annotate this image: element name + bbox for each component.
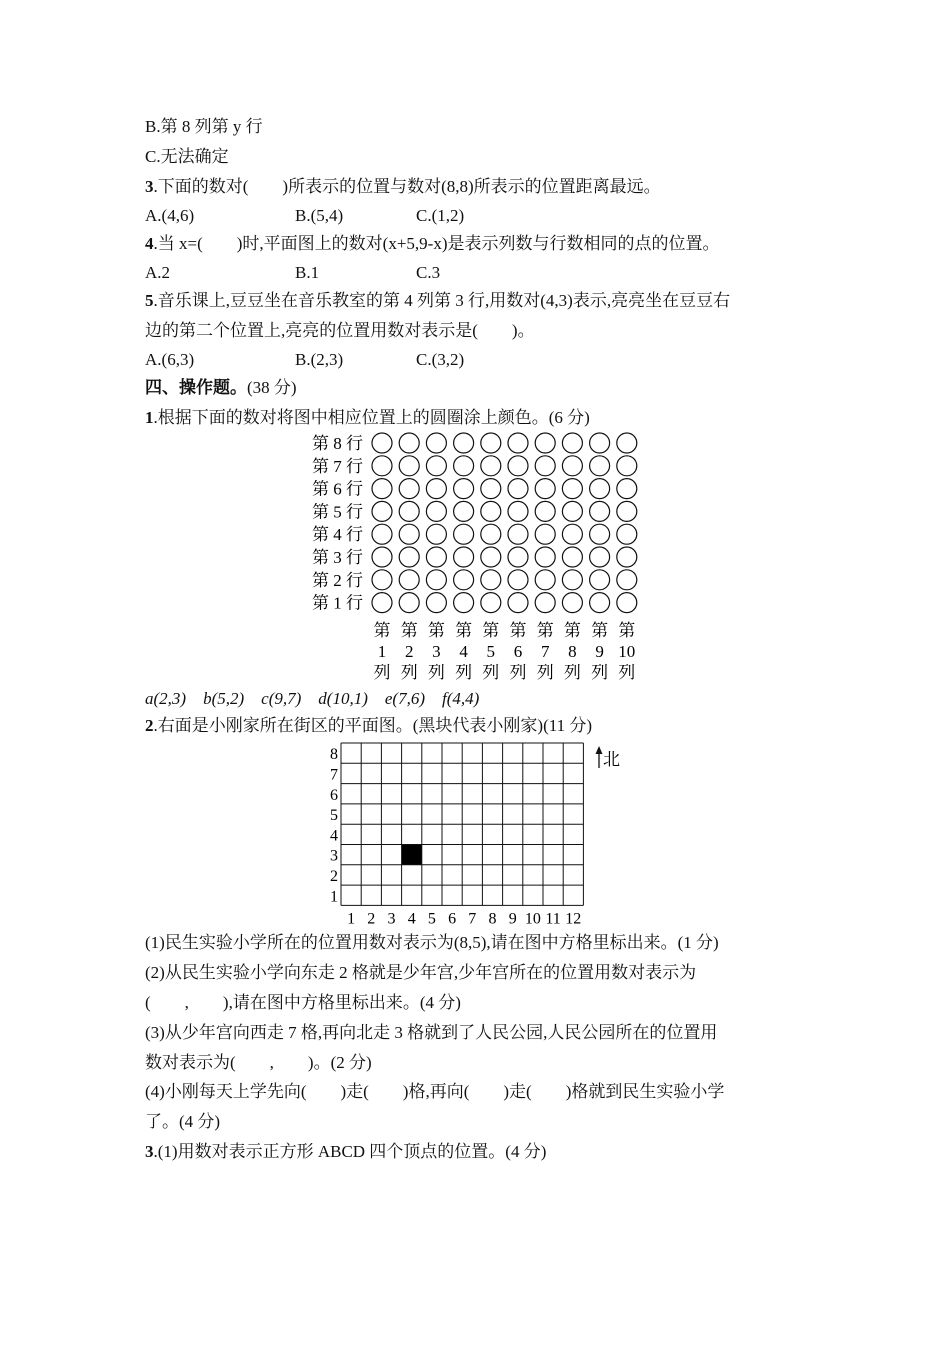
y-axis-label: 1 — [330, 888, 338, 906]
pair-d: d(10,1) — [318, 689, 368, 708]
col-label-top: 第 — [618, 621, 636, 640]
q3-number: 3 — [145, 177, 154, 196]
y-axis-label: 5 — [330, 807, 338, 825]
q5-option-c: C.(3,2) — [416, 350, 465, 369]
q4-option-a: A.2 — [145, 263, 171, 282]
x-axis-label: 11 — [545, 910, 561, 928]
op2-number: 2 — [145, 716, 154, 735]
col-label-top: 第 — [509, 621, 527, 640]
col-label-top: 第 — [400, 621, 418, 640]
col-label-top: 第 — [455, 621, 473, 640]
op2-sub4-line2: 了。(4 分) — [145, 1112, 221, 1131]
q5-option-b: B.(2,3) — [295, 350, 344, 369]
col-label-bottom: 列 — [509, 663, 527, 682]
north-arrow-head-icon — [596, 746, 603, 754]
col-label-bottom: 列 — [400, 663, 418, 682]
x-axis-label: 1 — [347, 910, 356, 928]
y-axis-label: 2 — [330, 867, 338, 885]
col-label-bottom: 列 — [618, 663, 636, 682]
op2-sub1: (1)民生实验小学所在的位置用数对表示为(8,5),请在图中方格里标出来。(1 分) — [145, 933, 719, 952]
row-label: 第 8 行 — [312, 434, 363, 453]
north-label: 北 — [603, 750, 620, 769]
col-label-top: 第 — [563, 621, 581, 640]
col-label-number: 7 — [540, 642, 550, 661]
q5-number: 5 — [145, 291, 154, 310]
pair-e: e(7,6) — [384, 689, 425, 708]
row-label: 第 5 行 — [312, 502, 363, 522]
x-axis-label: 3 — [387, 910, 396, 928]
x-axis-label: 12 — [565, 910, 582, 928]
x-axis-label: 9 — [508, 910, 517, 928]
col-label-top: 第 — [373, 621, 391, 640]
y-axis-label: 6 — [330, 786, 338, 804]
pair-a: a(2,3) — [145, 689, 187, 708]
col-label-bottom: 列 — [482, 663, 500, 682]
section-points: (38 分) — [247, 378, 297, 397]
row-label: 第 2 行 — [312, 570, 363, 590]
y-axis-label: 4 — [330, 827, 338, 845]
col-label-bottom: 列 — [373, 663, 391, 682]
q5-stem-line2: 边的第二个位置上,亮亮的位置用数对表示是( )。 — [145, 321, 535, 340]
col-label-bottom: 列 — [455, 663, 473, 682]
col-label-number: 4 — [459, 642, 468, 661]
q3-text: .下面的数对( )所表示的位置与数对(8,8)所表示的位置距离最远。 — [153, 177, 661, 196]
row-label: 第 3 行 — [312, 548, 363, 567]
x-axis-label: 4 — [407, 910, 416, 928]
op3-stem — [145, 1141, 546, 1163]
q4-text: .当 x=( )时,平面图上的数对(x+5,9-x)是表示列数与行数相同的点的位置。 — [153, 234, 720, 253]
op2-sub3-line1: (3)从少年宫向西走 7 格,再向北走 3 格就到了人民公园,人民公园所在的位置用 — [145, 1023, 718, 1042]
col-label-bottom: 列 — [536, 663, 554, 682]
col-label-number: 3 — [432, 642, 441, 661]
col-label-number: 9 — [595, 642, 604, 661]
col-label-top: 第 — [536, 621, 554, 640]
pair-c: c(9,7) — [261, 689, 302, 708]
y-axis-label: 8 — [330, 746, 338, 764]
op3-number: 3 — [145, 1142, 154, 1161]
pair-b: b(5,2) — [203, 689, 245, 708]
col-label-number: 1 — [377, 642, 387, 661]
row-label: 第 6 行 — [312, 479, 363, 499]
section-title: 四、操作题。 — [145, 378, 247, 397]
op2-text: .右面是小刚家所在街区的平面图。(黑块代表小刚家)(11 分) — [153, 716, 593, 735]
q2-option-c: C.无法确定 — [145, 147, 229, 166]
q2-option-b: B.第 8 列第 y 行 — [145, 117, 263, 136]
col-label-bottom: 列 — [427, 663, 445, 682]
col-label-number: 5 — [486, 642, 496, 661]
op1-text: .根据下面的数对将图中相应位置上的圆圈涂上颜色。(6 分) — [153, 408, 590, 427]
col-label-number: 10 — [618, 642, 636, 661]
q3-option-b: B.(5,4) — [295, 206, 344, 225]
op2-sub4-line1: (4)小刚每天上学先向( )走( )格,再向( )走( )格就到民生实验小学 — [145, 1082, 725, 1101]
q5-text-line1: .音乐课上,豆豆坐在音乐教室的第 4 列第 3 行,用数对(4,3)表示,亮亮坐在豆豆右 — [153, 291, 731, 310]
op2-sub2-line1: (2)从民生实验小学向东走 2 格就是少年宫,少年宫所在的位置用数对表示为 — [145, 963, 697, 982]
home-block — [402, 845, 422, 865]
x-axis-label: 6 — [448, 910, 457, 928]
op2-sub2-line2: ( , ),请在图中方格里标出来。(4 分) — [145, 993, 461, 1012]
col-label-bottom: 列 — [591, 663, 609, 682]
pair-f: f(4,4) — [441, 689, 480, 708]
y-axis-label: 7 — [330, 766, 338, 784]
q3-option-a: A.(4,6) — [145, 206, 195, 225]
x-axis-label: 10 — [524, 910, 541, 928]
op3-text: .(1)用数对表示正方形 ABCD 四个顶点的位置。(4 分) — [153, 1142, 547, 1161]
col-label-bottom: 列 — [563, 663, 581, 682]
q5-option-a: A.(6,3) — [145, 350, 195, 369]
col-label-number: 2 — [404, 642, 414, 661]
q4-option-b: B.1 — [295, 263, 320, 282]
col-label-number: 6 — [513, 642, 523, 661]
row-label: 第 7 行 — [312, 456, 363, 476]
y-axis-label: 3 — [330, 847, 338, 865]
op1-number: 1 — [145, 408, 154, 427]
q4-number: 4 — [145, 234, 154, 253]
x-axis-label: 2 — [367, 910, 376, 928]
row-label: 第 1 行 — [312, 593, 363, 613]
col-label-number: 8 — [568, 642, 577, 661]
x-axis-label: 5 — [427, 910, 436, 928]
q3-option-c: C.(1,2) — [416, 206, 465, 225]
col-label-top: 第 — [427, 621, 445, 640]
col-label-top: 第 — [591, 621, 609, 640]
col-label-top: 第 — [482, 621, 500, 640]
x-axis-label: 7 — [468, 910, 477, 928]
q4-option-c: C.3 — [416, 263, 441, 282]
row-label: 第 4 行 — [312, 525, 363, 545]
x-axis-label: 8 — [488, 910, 497, 928]
op2-sub3-line2: 数对表示为( , )。(2 分) — [145, 1053, 372, 1072]
